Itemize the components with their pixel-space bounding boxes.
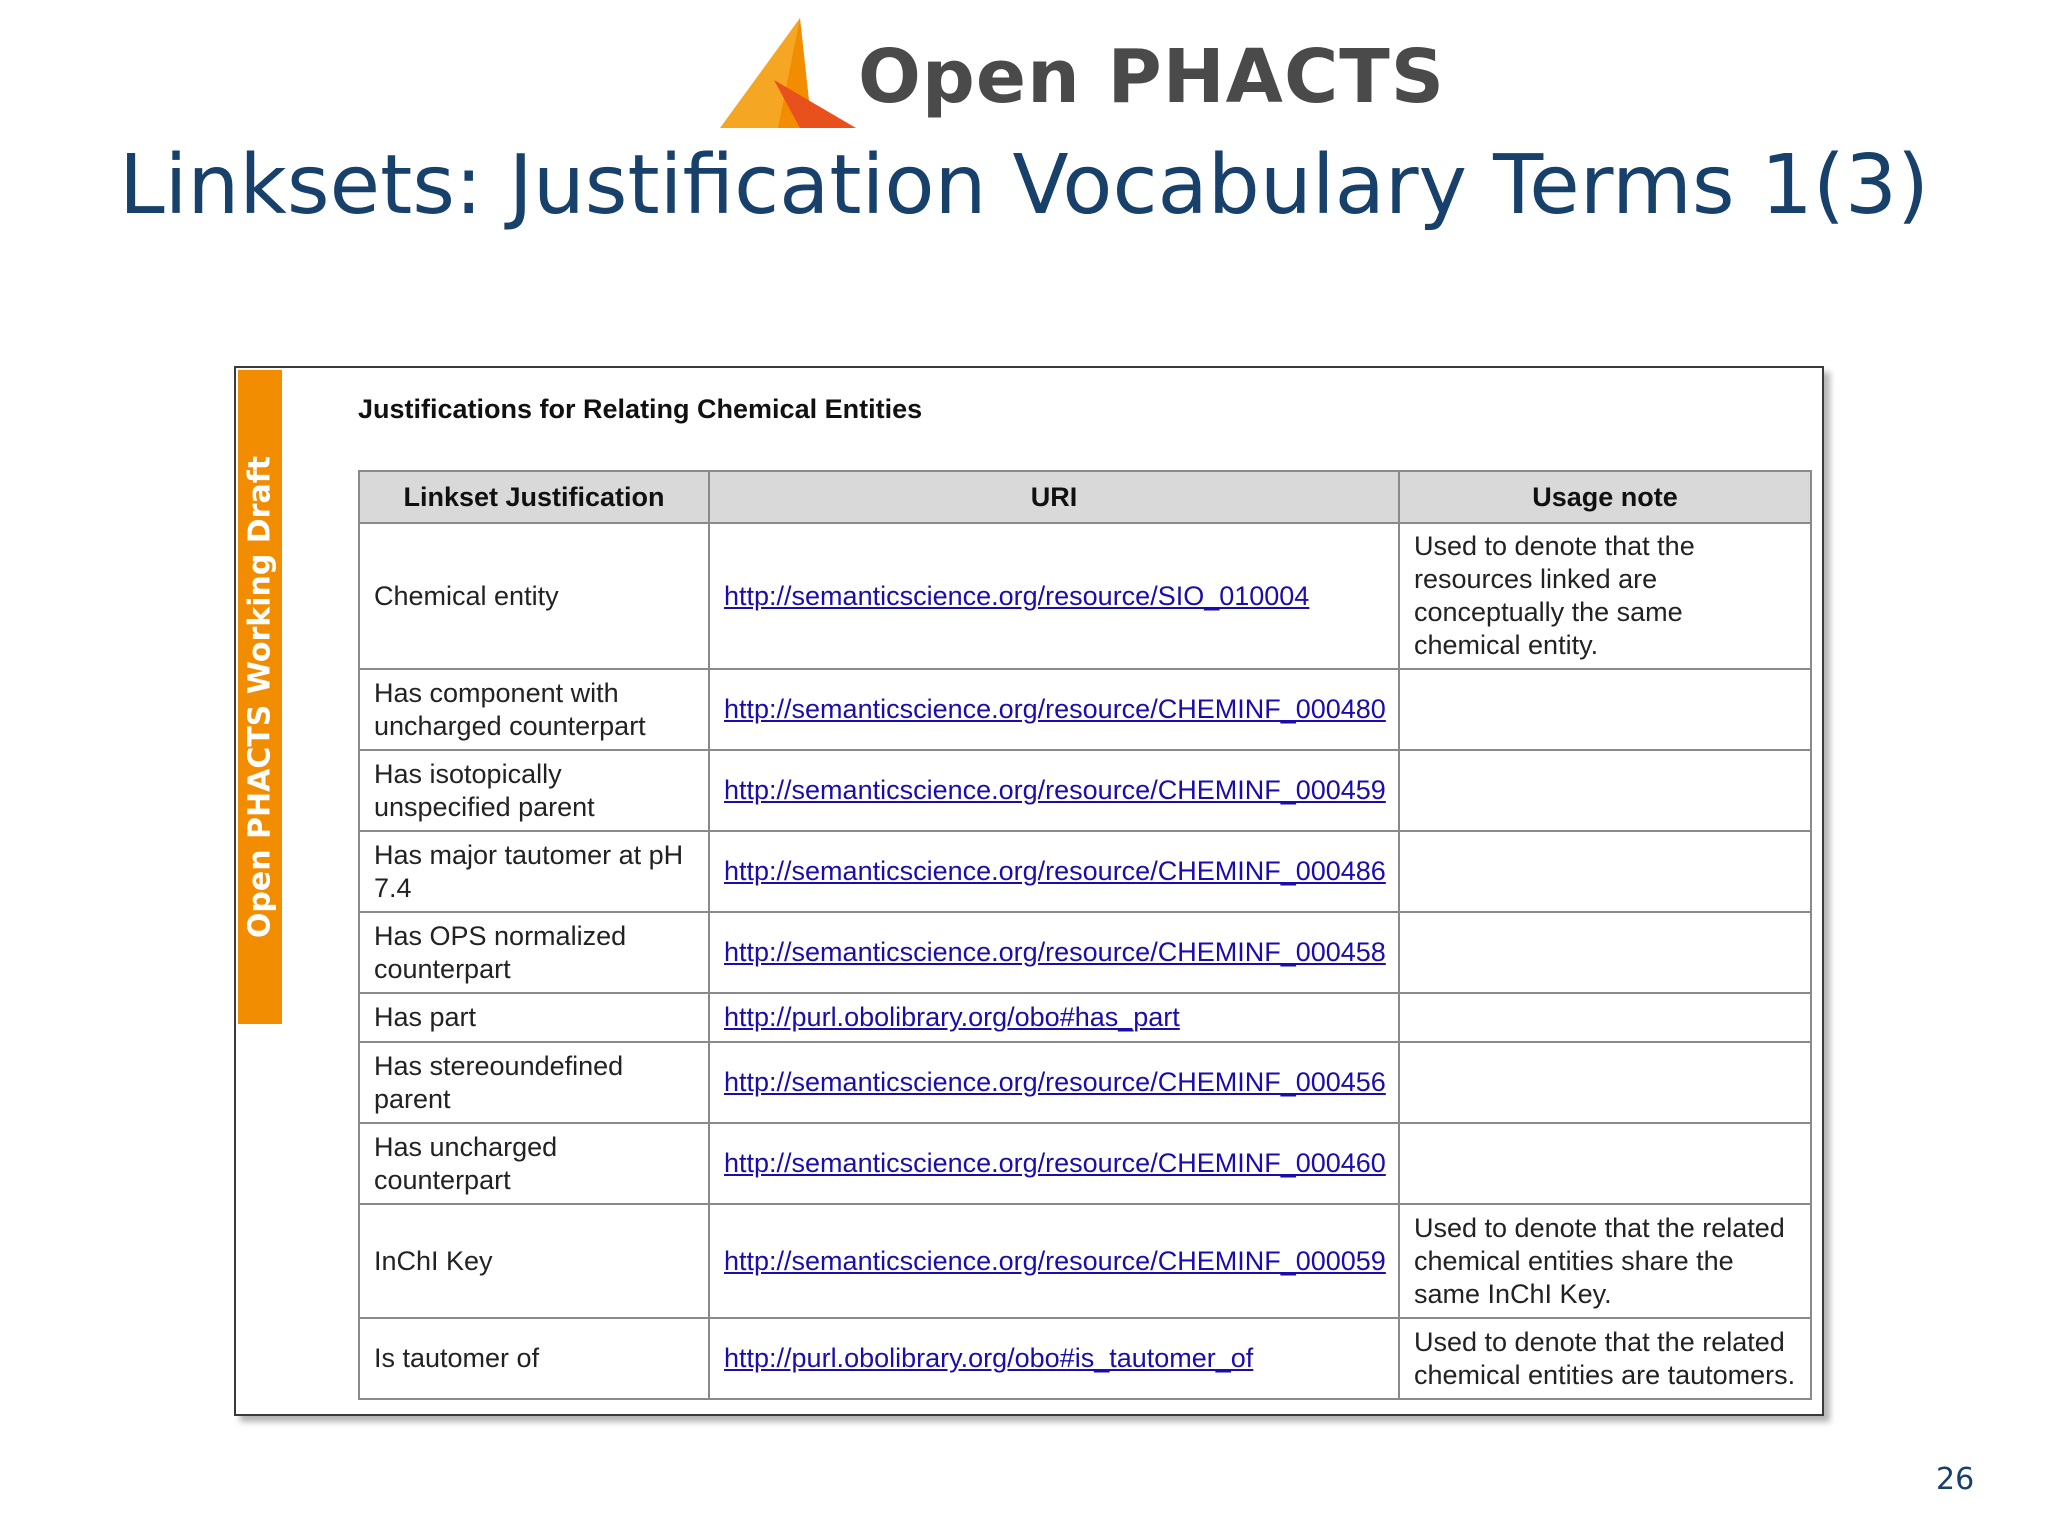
column-header-usage-note: Usage note xyxy=(1399,471,1811,523)
justification-cell: InChI Key xyxy=(359,1204,709,1318)
justification-cell: Has component with uncharged counterpart xyxy=(359,669,709,750)
justification-cell: Has OPS normalized counterpart xyxy=(359,912,709,993)
table-row xyxy=(359,912,1811,993)
column-header-uri: URI xyxy=(709,471,1399,523)
usage-note-cell xyxy=(1399,1123,1811,1204)
uri-cell xyxy=(709,669,1399,750)
banner-text: Open PHACTS Working Draft xyxy=(242,455,278,939)
uri-cell xyxy=(709,1204,1399,1318)
usage-note-cell: Used to denote that the related chemical entities are tautomers. xyxy=(1399,1318,1811,1399)
uri-cell xyxy=(709,912,1399,993)
column-header-justification: Linkset Justification xyxy=(359,471,709,523)
uri-link[interactable]: http://semanticscience.org/resource/CHEMINF_000458 xyxy=(724,937,1386,967)
uri-cell xyxy=(709,1042,1399,1123)
logo-text: Open PHACTS xyxy=(858,34,1446,120)
table-row xyxy=(359,523,1811,669)
usage-note-cell: Used to denote that the related chemical entities share the same InChI Key. xyxy=(1399,1204,1811,1318)
logo-mark-icon xyxy=(716,14,856,134)
uri-link[interactable]: http://semanticscience.org/resource/CHEMINF_000459 xyxy=(724,775,1386,805)
table-header-row xyxy=(359,471,1811,523)
usage-note-cell xyxy=(1399,750,1811,831)
justification-cell: Has uncharged counterpart xyxy=(359,1123,709,1204)
usage-note-cell xyxy=(1399,1042,1811,1123)
uri-link[interactable]: http://semanticscience.org/resource/CHEMINF_000456 xyxy=(724,1067,1386,1097)
table-row xyxy=(359,993,1811,1042)
table-row xyxy=(359,1042,1811,1123)
table-row xyxy=(359,1204,1811,1318)
page-number: 26 xyxy=(1936,1462,1975,1497)
table-row xyxy=(359,1123,1811,1204)
uri-link[interactable]: http://purl.obolibrary.org/obo#is_tautomer_of xyxy=(724,1343,1254,1373)
justification-cell: Chemical entity xyxy=(359,523,709,669)
uri-cell xyxy=(709,1123,1399,1204)
uri-link[interactable]: http://semanticscience.org/resource/CHEMINF_000059 xyxy=(724,1245,1386,1276)
slide-title: Linksets: Justification Vocabulary Terms 1(3) xyxy=(118,138,1930,233)
table-row xyxy=(359,831,1811,912)
uri-link[interactable]: http://semanticscience.org/resource/CHEMINF_000460 xyxy=(724,1148,1386,1178)
justification-table xyxy=(358,470,1812,1400)
working-draft-banner xyxy=(238,370,282,1024)
usage-note-cell xyxy=(1399,831,1811,912)
uri-cell xyxy=(709,750,1399,831)
uri-link[interactable]: http://purl.obolibrary.org/obo#has_part xyxy=(724,1002,1180,1032)
uri-cell xyxy=(709,523,1399,669)
justification-cell: Has major tautomer at pH 7.4 xyxy=(359,831,709,912)
uri-link[interactable]: http://semanticscience.org/resource/CHEMINF_000486 xyxy=(724,856,1386,886)
usage-note-cell xyxy=(1399,993,1811,1042)
uri-cell xyxy=(709,1318,1399,1399)
uri-link[interactable]: http://semanticscience.org/resource/CHEMINF_000480 xyxy=(724,694,1386,724)
usage-note-cell: Used to denote that the resources linked are conceptually the same chemical entity. xyxy=(1399,523,1811,669)
table-row xyxy=(359,1318,1811,1399)
justification-cell: Has part xyxy=(359,993,709,1042)
usage-note-cell xyxy=(1399,912,1811,993)
justification-cell: Is tautomer of xyxy=(359,1318,709,1399)
uri-link[interactable]: http://semanticscience.org/resource/SIO_010004 xyxy=(724,580,1310,611)
document-heading: Justifications for Relating Chemical Entities xyxy=(358,394,923,424)
justification-cell: Has isotopically unspecified parent xyxy=(359,750,709,831)
uri-cell xyxy=(709,993,1399,1042)
table-row xyxy=(359,669,1811,750)
uri-cell xyxy=(709,831,1399,912)
usage-note-cell xyxy=(1399,669,1811,750)
table-row xyxy=(359,750,1811,831)
justification-cell: Has stereoundefined parent xyxy=(359,1042,709,1123)
document-image xyxy=(234,366,1824,1416)
open-phacts-logo xyxy=(716,14,1446,134)
